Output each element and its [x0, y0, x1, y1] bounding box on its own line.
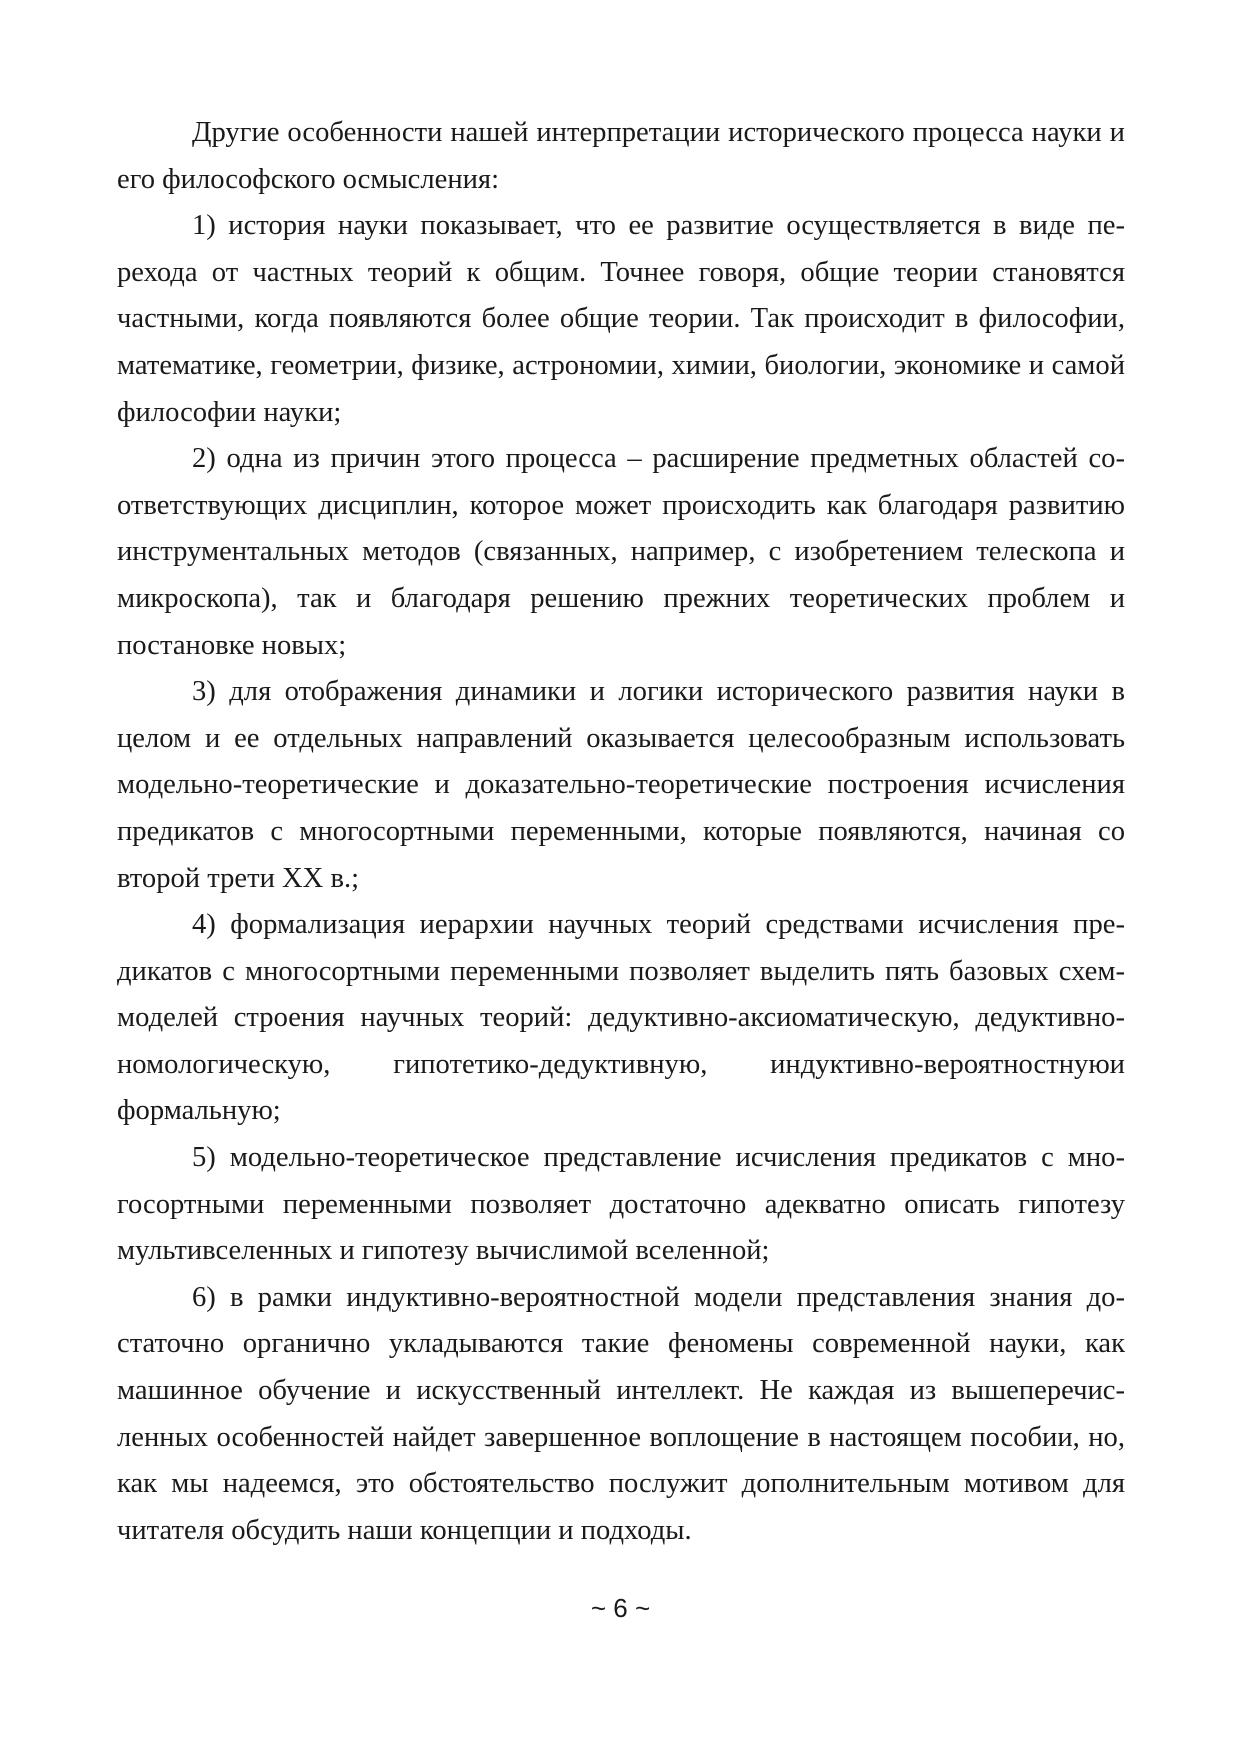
paragraph-item-3: 3) для отображения динамики и логики исторического развития науки в целом и ее отдельных направлений оказывается целесообразным использовать модельно-теоретические и доказательно-теоретические построения исчисления предикатов с многосортными переменными, которые появляются, начиная со второй трети XX в.;: [117, 676, 1125, 894]
paragraph-item-2: 2) одна из причин этого процесса – расширение предметных областей соответствующих дисциплин, которое может происходить как благодаря развитию инструментальных методов (связанных, например, с изобретением телескопа и микроскопа), так и благодаря решению прежних теоретических проблем и постановке новых;: [117, 443, 1125, 661]
paragraph-intro: Другие особенности нашей интерпретации исторического процесса науки и его философского осмысления:: [117, 117, 1125, 195]
paragraph-item-1: 1) история науки показывает, что ее развитие осуществляется в виде перехода от частных теорий к общим. Точнее говоря, общие теории становятся частными, когда появляются более общие теории. Так происходит в философии, математике, геометрии, физике, астрономии, химии, биологии, экономике и самой философии науки;: [117, 210, 1125, 428]
page-number: ~ 6 ~: [590, 1593, 651, 1623]
paragraph-item-6: 6) в рамки индуктивно-вероятностной модели представления знания достаточно органично укладываются такие феномены современной науки, как машинное обучение и искусственный интеллект. Не каждая из вышеперечисленных особенностей найдет завершенное воплощение в настоящем пособии, но, как мы надеемся, это обстоятельство послужит дополнительным мотивом для читателя обсудить наши концепции и подходы.: [117, 1281, 1125, 1546]
paragraph-item-4: 4) формализация иерархии научных теорий средствами исчисления предикатов с многосортными переменными позволяет выделить пять базовых схем-моделей строения научных теорий: дедуктивно-аксиоматическую, дедуктивно-номологическую, гипотетико-дедуктивную, индуктивно-вероятностнуюи формальную;: [117, 909, 1125, 1127]
paragraph-item-5: 5) модельно-теоретическое представление исчисления предикатов с многосортными переменными позволяет достаточно адекватно описать гипотезу мультивселенных и гипотезу вычислимой вселенной;: [117, 1142, 1125, 1267]
body-text: [117, 110, 1125, 1554]
